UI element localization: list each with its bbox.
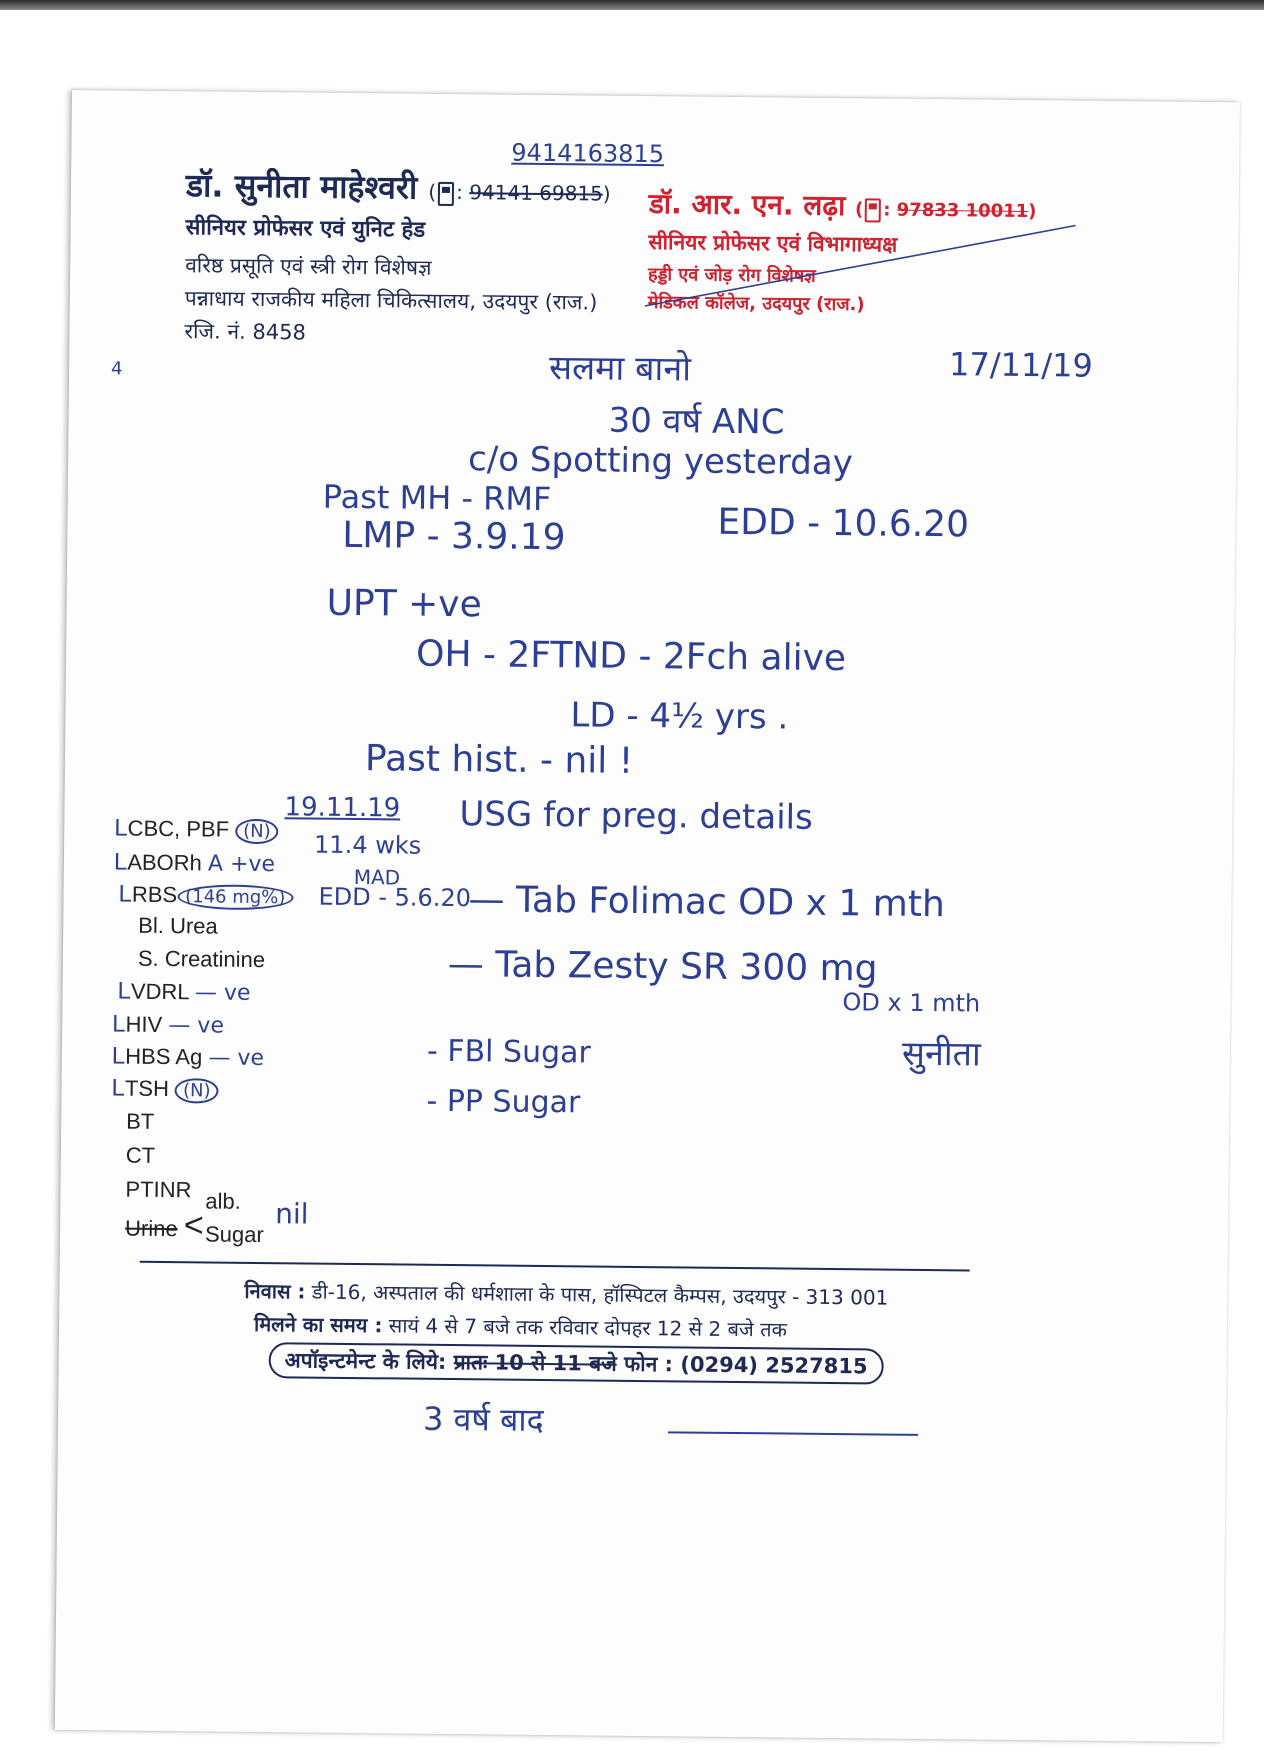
lab-note: — ve: [168, 1013, 225, 1039]
urine-label: Urine: [124, 1215, 178, 1242]
lab-note: (N): [175, 1078, 219, 1103]
lab-note: (N): [235, 819, 279, 844]
lab-note: — ve: [194, 980, 251, 1006]
doctor-title-right: सीनियर प्रोफेसर एवं विभागाध्यक्ष: [648, 230, 898, 257]
urine-alb: alb.: [205, 1188, 241, 1214]
lab-note: — ve: [208, 1045, 265, 1072]
lab-label: TSH: [124, 1075, 170, 1102]
usg-note: USG for preg. details: [459, 794, 814, 838]
past-mh-note: Past MH - RMF: [322, 477, 552, 519]
lab-note: A +ve: [207, 851, 276, 878]
pps-note: - PP Sugar: [426, 1083, 581, 1121]
handwritten-followup: 3 वर्ष बाद: [422, 1399, 544, 1440]
doctor-specialty-right: हड्डी एवं जोड़ रोग विशेषज्ञ: [647, 264, 816, 287]
timing-text: सायं 4 से 7 बजे तक रविवार दोपहर 12 से 2 बजे तक: [388, 1313, 788, 1342]
fbs-note: - FBl Sugar: [426, 1033, 592, 1071]
phone-right: 97833 10011: [896, 199, 1029, 223]
urine-note: nil: [275, 1197, 309, 1231]
followup-line: [668, 1431, 918, 1436]
registration-number: रजि. नं. 8458: [184, 319, 307, 345]
prescription-sheet: [55, 90, 1240, 1742]
lab-item-hbsag: LHBS Ag — ve: [111, 1042, 265, 1072]
doctor-name-text: डॉ. सुनीता माहेश्वरी: [185, 166, 418, 207]
appointment-box: अपॉइन्टमेन्ट के लिये: प्रातः 10 से 11 बजे फोन : (0294) 2527815: [269, 1342, 884, 1384]
lab-item-bt: BT: [126, 1108, 155, 1134]
doctor-specialty-left: वरिष्ठ प्रसूति एवं स्त्री रोग विशेषज्ञ: [185, 253, 432, 280]
visit-date: 17/11/19: [948, 345, 1094, 385]
lab-label: CBC, PBF: [127, 815, 230, 842]
followup-date: 19.11.19: [284, 792, 401, 824]
phone-icon: [438, 181, 454, 205]
appointment-phone: फोन : (0294) 2527815: [623, 1351, 868, 1379]
lab-label: HBS Ag: [125, 1043, 203, 1070]
lmp-note: LMP - 3.9.19: [342, 514, 566, 559]
edd-note: EDD - 10.6.20: [717, 501, 970, 546]
doctor-name-right: डॉ. आर. एन. लढ़ा ( : 97833 10011): [648, 187, 1037, 223]
footer-timing: [254, 1310, 787, 1343]
upt-note: UPT +ve: [326, 582, 482, 626]
doctor-name-left: डॉ. सुनीता माहेश्वरी ( : 94141 69815): [185, 166, 611, 207]
lab-label: HIV: [125, 1011, 163, 1037]
appointment-struck: प्रातः 10 से 11 बजे: [453, 1350, 617, 1376]
usg-detail: MAD: [353, 864, 401, 890]
lab-item-ct: CT: [125, 1142, 156, 1168]
doctor-title-left: सीनियर प्रोफेसर एवं युनिट हेड: [185, 215, 426, 243]
ld-note: LD - 4½ yrs .: [570, 695, 789, 738]
rx-folimac: — Tab Folimac OD x 1 mth: [468, 879, 945, 926]
lab-note: (146 mg%): [177, 884, 293, 910]
strike-through-right: [645, 211, 1086, 326]
urine-sugar: Sugar: [204, 1221, 264, 1248]
footer-residence: [244, 1277, 888, 1311]
phone-old: 94141 69815: [469, 180, 603, 206]
hospital-name: पन्नाधाय राजकीय महिला चिकित्सालय, उदयपुर (राज.): [184, 286, 598, 315]
lab-item-urea: Bl. Urea: [138, 912, 218, 939]
timing-label: मिलने का समय :: [253, 1311, 383, 1338]
lab-item-urine: Urine <: [124, 1206, 204, 1245]
footer-divider: [140, 1261, 970, 1272]
phone-handwritten: 9414163815: [511, 138, 665, 169]
doctor-name-right-text: डॉ. आर. एन. लढ़ा: [648, 187, 846, 223]
residence-text: डी-16, अस्पताल की धर्मशाला के पास, हॉस्पिटल कैम्पस, उदयपुर - 313 001: [311, 1279, 889, 1310]
usg-result: 11.4 wks: [313, 830, 422, 860]
past-history-note: Past hist. - nil !: [364, 738, 634, 782]
lab-item-tsh: LTSH (N): [111, 1074, 218, 1103]
lab-item-cbc: LCBC, PBF (N): [114, 814, 279, 844]
patient-age-visit: 30 वर्ष ANC: [608, 400, 785, 443]
lab-item-hiv: LHIV — ve: [112, 1010, 225, 1039]
patient-name: सलमा बानो: [548, 348, 692, 390]
residence-label: निवास :: [244, 1278, 306, 1304]
margin-mark: 4: [110, 358, 123, 380]
rx-zesty: — Tab Zesty SR 300 mg: [447, 943, 878, 990]
lab-item-vdrl: LVDRL — ve: [117, 977, 251, 1006]
doctor-signature: सुनीता: [901, 1033, 982, 1075]
lab-item-rbs: LRBS (146 mg%): [118, 881, 293, 911]
lab-label: VDRL: [130, 978, 189, 1005]
lab-item-ptinr: PTINR: [125, 1176, 192, 1203]
rx-zesty-dose: OD x 1 mth: [842, 988, 981, 1018]
scan-top-border: [0, 0, 1264, 10]
complaint-note: c/o Spotting yesterday: [467, 439, 854, 484]
usg-edd: EDD - 5.6.20: [318, 882, 472, 913]
appointment-label: अपॉइन्टमेन्ट के लिये: [284, 1348, 439, 1374]
college-name: मेडिकल कॉलेज, उदयपुर (राज.): [647, 292, 865, 316]
lab-label: RBS: [131, 881, 178, 908]
oh-note: OH - 2FTND - 2Fch alive: [415, 633, 847, 680]
lab-label: ABORh: [127, 849, 202, 876]
lab-item-aborh: LABORh A +ve: [113, 848, 276, 878]
lab-item-creatinine: S. Creatinine: [137, 945, 266, 973]
